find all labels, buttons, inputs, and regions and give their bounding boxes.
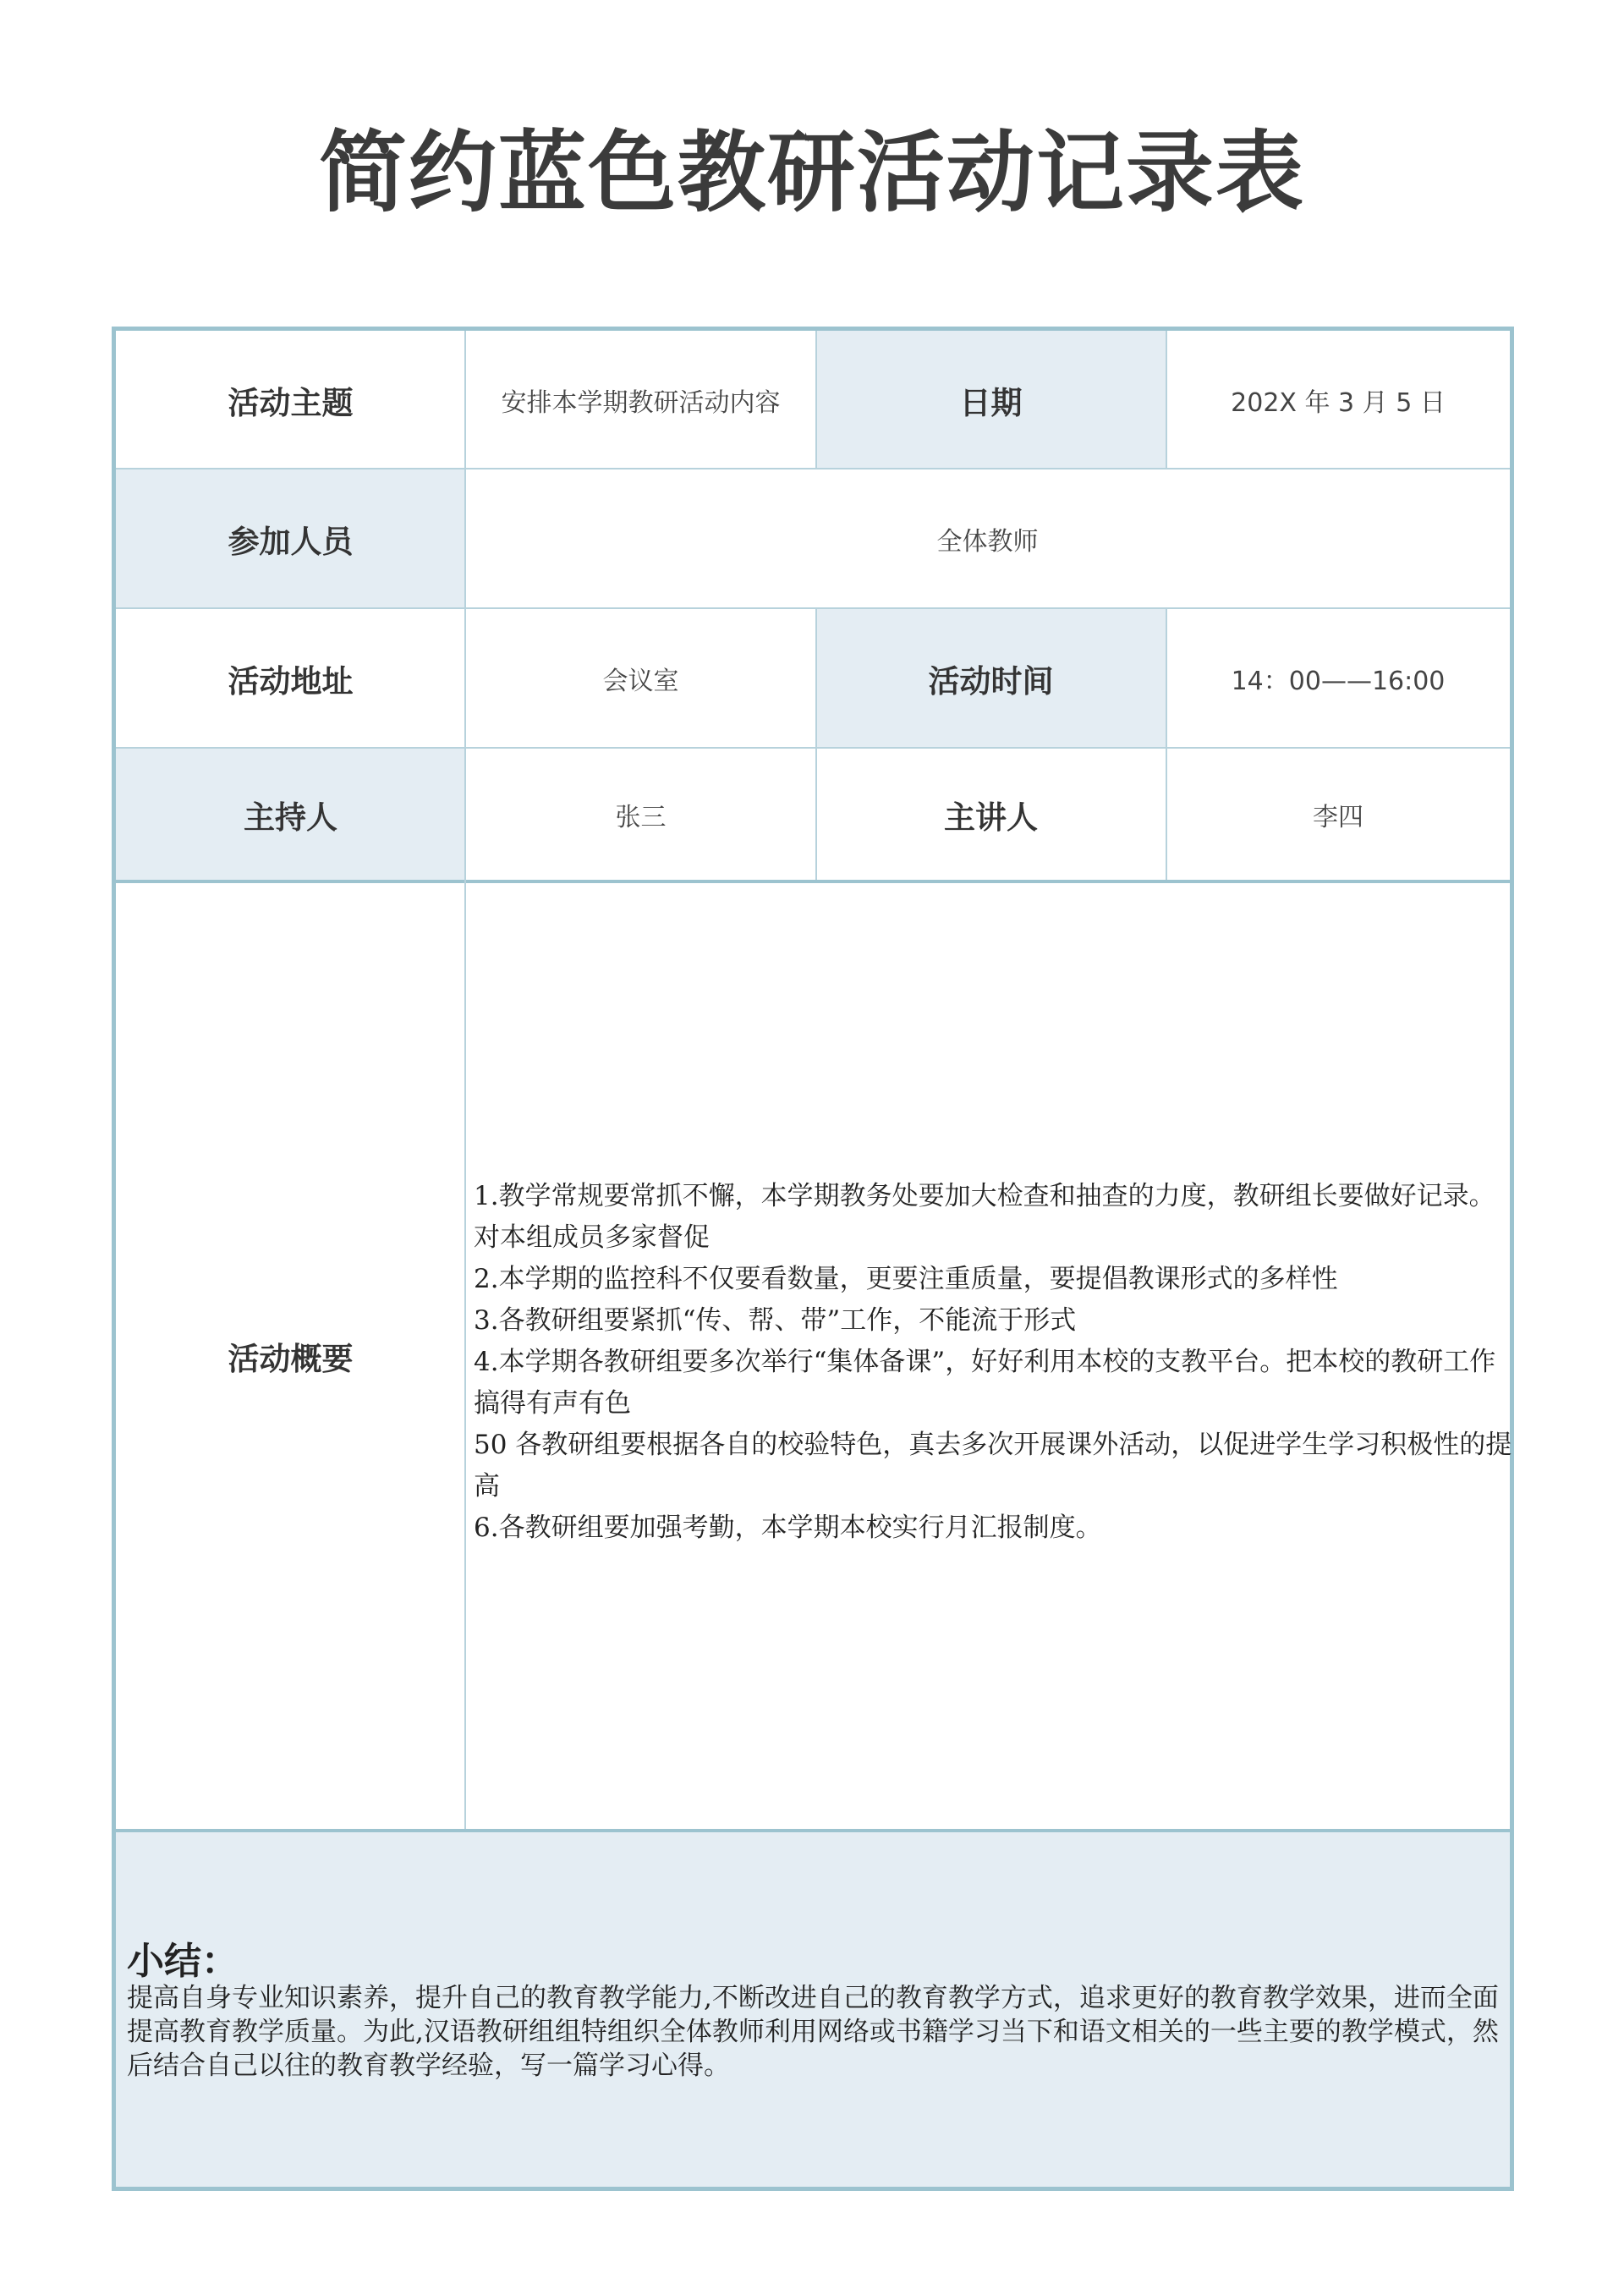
overview-line: 1.教学常规要常抓不懈，本学期教务处要加大检查和抽查的力度，教研组长要做好记录。对本组成员多家督促 bbox=[474, 1181, 1495, 1253]
topic-value: 安排本学期教研活动内容 bbox=[501, 387, 781, 418]
time-value: 14：00——16:00 bbox=[1231, 666, 1446, 696]
topic-label: 活动主题 bbox=[228, 383, 354, 421]
speaker-label: 主讲人 bbox=[944, 799, 1038, 836]
host-value: 张三 bbox=[615, 803, 667, 832]
overview-line: 4.本学期各教研组要多次举行“集体备课”，好好利用本校的支教平台。把本校的教研工作搞得有声有色 bbox=[474, 1347, 1496, 1419]
speaker-value: 李四 bbox=[1313, 803, 1363, 832]
summary-text: 提高自身专业知识素养，提升自己的教育教学能力,不断改进自己的教育教学方式，追求更好的教育教学效果，进而全面提高教育教学质量。为此,汉语教研组组特组织全体教师利用网络或书籍学习当下和语文相关的一些主要的教学模式，然后结合自己以往的教育教学经验，写一篇学习心得。 bbox=[127, 1983, 1499, 2081]
overview-line: 6.各教研组要加强考勤，本学期本校实行月汇报制度。 bbox=[474, 1513, 1102, 1543]
page-title: 简约蓝色教研活动记录表 bbox=[318, 120, 1305, 224]
row-divider bbox=[116, 1829, 1510, 1832]
location-value: 会议室 bbox=[602, 666, 679, 696]
overview-label: 活动概要 bbox=[228, 1340, 354, 1377]
overview-content bbox=[474, 1176, 1514, 1549]
host-label: 主持人 bbox=[244, 799, 337, 836]
participants-label: 参加人员 bbox=[228, 522, 354, 560]
overview-line: 3.各教研组要紧抓“传、帮、带”工作，不能流于形式 bbox=[474, 1305, 1077, 1336]
participants-value: 全体教师 bbox=[936, 526, 1039, 557]
time-label: 活动时间 bbox=[928, 662, 1054, 700]
summary-title: 小结： bbox=[127, 1940, 239, 1983]
date-value: 202X 年 3 月 5 日 bbox=[1231, 387, 1446, 418]
date-label: 日期 bbox=[959, 383, 1023, 421]
overview-line: 50 各教研组要根据各自的校验特色，真去多次开展课外活动，以促进学生学习积极性的提高 bbox=[474, 1430, 1512, 1502]
overview-line: 2.本学期的监控科不仅要看数量，更要注重质量，要提倡教课形式的多样性 bbox=[474, 1264, 1338, 1294]
location-label: 活动地址 bbox=[228, 662, 354, 700]
